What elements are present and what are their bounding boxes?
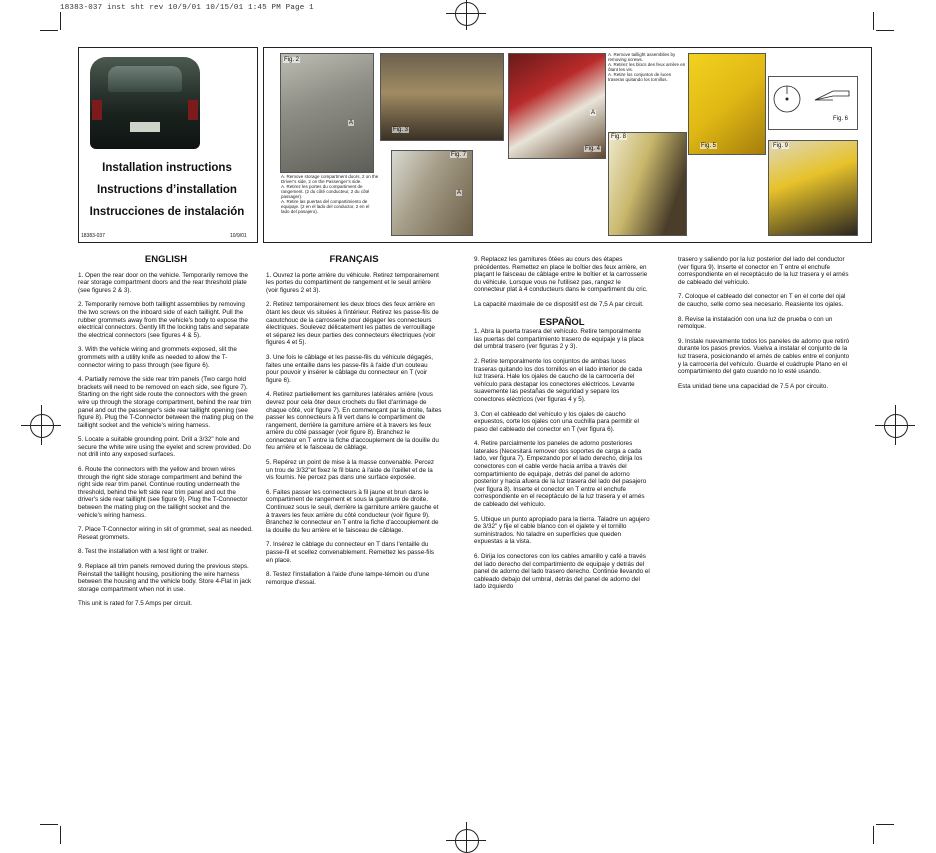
spanish-rating: Esta unidad tiene una capacidad de 7.5 A por circuito. — [678, 382, 829, 390]
french-step: 5. Repérez un point de mise à la masse convenable. Percez un trou de 3/32"et fixez le fil blanc à l'aide de l'œillet et de la vis fournis. Ne percez pas dans une surface exposée. — [266, 459, 435, 482]
spanish-step: 1. Abra la puerta trasera del vehículo. Retire temporalmente las puertas del compartimiento trasero de equipaje y la placa del umbral trasero (ver figuras 2 y 3). — [474, 328, 644, 351]
english-step: 2. Temporarily remove both taillight assemblies by removing the two screws on the inboard side of each taillight. Pull the rubber grommets away from the vehicle's body to expose the electrical connectors. Gently lift the locking tabs and separate the electrical connectors (see figures 4 & 5). — [78, 301, 250, 339]
spanish-column — [678, 256, 854, 397]
french-step: 1. Ouvrez la porte arrière du véhicule. Retirez temporairement les portes du compartiment de rangement et le seuil arrière (voir figures 2 et 3). — [266, 271, 439, 294]
french-step: 3. Une fois le câblage et les passe-fils du véhicule dégagés, faites une entaille dans les passe-fils à l'aide d'un couteau pour pouvoir y insérer le câblage du connecteur en T (voir figure 6). — [266, 353, 433, 384]
trim-mark — [60, 12, 61, 30]
taillight-left — [92, 100, 102, 120]
figure-4-label: Fig. 4 — [585, 146, 601, 152]
spanish-step: trasero y saliendo por la luz posterior del lado del conductor (ver figura 9). Inserte el conector en T entre el enchufe correspondiente en el receptáculo de la luz trasera y el arnés de cableado del vehículo. — [678, 256, 849, 286]
figure-2-label: Fig. 2 — [284, 57, 300, 63]
french-step: 9. Replacez les garnitures ôtées au cours des étapes précédentes. Remettez en place le boîtier des feux arrière, en plaçant le faisceau de câblage entre le boîtier et la carrosserie du véhicule. Lorsque vous ne l'utilisez pas, rangez le connecteur plat à 4 conducteurs dans le compartiment du cric. — [474, 256, 648, 294]
registration-mark — [466, 822, 467, 852]
vehicle-rear-window — [108, 66, 182, 92]
spanish-step: 2. Retire temporalmente los conjuntos de ambas luces traseras quitando los dos tornillos en el lado interior de cada luz trasera. Hale los ojales de caucho de la carrocería del vehículo para destapar los conectores eléctricos. Levante suavemente las pestañas de seguridad y separe los conectores eléctricos (ver figuras 4 y 5). — [474, 357, 643, 403]
english-rating: This unit is rated for 7.5 Amps per circuit. — [78, 600, 193, 608]
title-french: Instructions d’installation — [97, 184, 237, 196]
french-step: 6. Faites passer les connecteurs à fil jaune et brun dans le compartiment de rangement et sous la garniture de droite. Continuez sous le seuil, derrière la garniture arrière gauche et à travers les feux arrière du côté conducteur (voir figure 9). Branchez le connecteur en T entre la fiche d'accouplement de la douille du feu arrière et le faisceau de câblage. — [266, 488, 439, 534]
spanish-step: 6. Dirija los conectores con los cables amarillo y café a través del lado derecho del compartimiento de equipaje y detrás del panel de adorno del lado trasero derecho. Continúe llevando el cableado debajo del umbral, detrás del panel de adorno del lado izquierdo — [474, 553, 650, 591]
figure-4-photo — [508, 53, 606, 159]
trim-mark — [40, 824, 58, 825]
english-step: 9. Replace all trim panels removed during the previous steps. Reinstall the taillight housing, positioning the wire harness between the housing and the vehicle body. Store 4-Flat in jack storage compartment when not in use. — [78, 563, 252, 593]
figure-8-label: Fig. 8 — [611, 134, 627, 140]
figure-7-label: Fig. 7 — [451, 152, 467, 158]
trim-mark — [40, 30, 58, 31]
french-rating: La capacité maximale de ce dispositif est de 7,5 A par circuit. — [474, 300, 644, 308]
figure-2-photo — [280, 53, 374, 173]
figure-5-photo — [688, 53, 766, 155]
figure-2-caption: A. Remove storage compartment doors. 2 on the Driver’s side, 2 on the Passenger’s side. A. Retirez les portes du compartiment de rangement. (2 du côté conducteur, 2 du côté passager). A. Retire las puertas del compartimiento de equipaje. (2 en el lado del conductor, 2 en el lado del pasajero). — [281, 174, 379, 214]
registration-mark — [30, 414, 54, 438]
french-heading: FRANÇAIS — [329, 254, 379, 265]
registration-mark — [455, 829, 479, 853]
figure-2-callout: A — [349, 120, 354, 126]
spanish-step: 3. Con el cableado del vehículo y los ojales de caucho expuestos, corte los ojales con una cuchilla para permitir el paso del cableado del conector en T (ver figura 6). — [474, 410, 639, 433]
title-spanish: Instrucciones de instalación — [89, 206, 245, 218]
print-slug: 18383-037 inst sht rev 10/9/01 10/15/01 1:45 PM Page 1 — [60, 4, 314, 12]
figure-7-callout: A — [457, 190, 462, 196]
registration-mark — [466, 0, 467, 30]
trim-mark — [873, 826, 874, 844]
license-plate — [130, 122, 160, 132]
french-step: 8. Testez l'installation à l'aide d'une lampe-témoin ou d'une remorque d'essai. — [266, 571, 430, 586]
figure-9-label: Fig. 9 — [773, 143, 789, 149]
trim-mark — [876, 30, 894, 31]
figure-8-photo — [608, 132, 687, 236]
registration-mark — [41, 405, 42, 445]
english-heading: ENGLISH — [144, 254, 188, 265]
doc-date: 10/9/01 — [230, 233, 247, 239]
figure-6-label: Fig. 6 — [833, 116, 849, 122]
french-step: 2. Retirez temporairement les deux blocs des feux arrière en ôtant les deux vis situées à l'intérieur. Retirez les passe-fils de caoutchouc de la carrosserie pour dégager les connecteurs électriques. Soulevez délicatement les pattes de verrouillage et séparez les deux parties des connecteurs électriques (voir figures 4 et 5). — [266, 301, 439, 347]
figure-5-label: Fig. 5 — [701, 143, 717, 149]
english-step: 1. Open the rear door on the vehicle. Temporarily remove the rear storage compartment doors and the rear threshold plate (see figures 2 & 3). — [78, 271, 248, 294]
trim-mark — [873, 12, 874, 30]
figure-4-caption: A. Remove taillight assemblies by removing screws. A. Retirez les blocs des feux arrière en ôtant les vis. A. Retire los conjuntos de luces traseras quitando los tornillos. — [608, 52, 686, 82]
registration-mark — [455, 2, 479, 26]
french-spanish-column — [474, 256, 650, 598]
english-step: 3. With the vehicle wiring and grommets exposed, slit the grommets with a utility knife as needed to allow the T-connector wiring to pass through (see figure 6). — [78, 346, 237, 369]
english-step: 7. Place T-Connector wiring in slit of grommet, seal as needed. Reseat grommets. — [78, 526, 253, 541]
figure-9-photo — [768, 140, 858, 236]
taillight-right — [188, 100, 198, 120]
spanish-step: 7. Coloque el cableado del conector en T en el corte del ojal de caucho, selle como sea necesario. Reasiente los ojales. — [678, 293, 846, 308]
french-column — [266, 256, 442, 593]
spanish-step: 5. Ubique un punto apropiado para la tierra. Taladre un agujero de 3/32" y fije el cable blanco con el ojalete y el tornillo suministrados. No taladre en superficies que queden expuestas a la vista. — [474, 515, 650, 546]
english-step: 5. Locate a suitable grounding point. Drill a 3/32" hole and secure the white wire using the eyelet and screw provided. Do not drill into any exposed surfaces. — [78, 436, 251, 459]
french-step: 7. Insérez le câblage du connecteur en T dans l'entaille du passe-fil et scellez convenablement. Remettez les passe-fils en place. — [266, 541, 434, 564]
english-step: 6. Route the connectors with the yellow and brown wires through the right side storage compartment and behind the right side rear trim panel. Continue routing underneath the threshold, behind the left side rear trim panel and out the driver's side rear taillight (see figure 9). Plug the T-Connector between the mating plug on the taillight socket and the vehicle's wiring harness. — [78, 466, 248, 519]
trim-mark — [60, 826, 61, 844]
title-english: Installation instructions — [102, 162, 232, 174]
registration-mark — [884, 414, 908, 438]
english-step: 4. Partially remove the side rear trim panels (Two cargo hold brackets will need to be removed on each side, see figure 7). Starting on the right side route the connectors with the green wire up through the storage compartment, behind the rear trim panel and out the passenger's side rear taillight opening (see figure 8). Plug the T-Connector between the mating plug on the taillight socket and the vehicle's wiring harness. — [78, 376, 254, 429]
english-column — [78, 256, 254, 615]
french-step: 4. Retirez partiellement les garnitures latérales arrière (vous devrez pour cela ôter deux crochets du filet d'arrimage de chaque côté, voir figure 7). En commençant par la droite, faites passer les connecteurs à fil vert dans le compartiment de rangement, derrière la garniture arrière et à travers les feux arrière du côté passager (voir figure 8). Branchez le connecteur en T entre la fiche d'accouplement de la douille du feu arrière et le faisceau de câblage. — [266, 391, 442, 452]
registration-mark — [895, 405, 896, 445]
spanish-step: 8. Revise la instalación con una luz de prueba o con un remolque. — [678, 315, 833, 331]
figure-3-label: Fig. 3 — [393, 127, 409, 133]
figure-4-callout: A — [591, 110, 596, 116]
english-step: 8. Test the installation with a test light or trailer. — [78, 548, 209, 556]
spanish-heading: ESPAÑOL — [539, 316, 585, 328]
trim-mark — [876, 824, 894, 825]
part-number: 18383-037 — [81, 233, 105, 239]
spanish-step: 4. Retire parcialmente los paneles de adorno posteriores laterales (Necesitará remover dos soportes de carga a cada lado, ver figura 7). Empezando por el lado derecho, dirija los conectores con el cable verde hacia arriba a través del compartimiento de equipaje, detrás del panel de adorno posterior y hacia afuera de la luz trasera del lado del pasajero (ver figura 8). Inserte el conector en T entre el enchufe correspondiente en el receptáculo de la luz trasera y el arnés de cableado del vehículo. — [474, 440, 647, 509]
spanish-step: 9. Instale nuevamente todos los paneles de adorno que retiró durante los pasos previos. Vuelva a instalar el conjunto de la luz trasera, posicionando el arnés de cables entre el conjunto y la carrocería del vehículo. Guarde el cuádruple Plano en el compartimiento del gato cuando no lo esté usando. — [678, 337, 850, 376]
